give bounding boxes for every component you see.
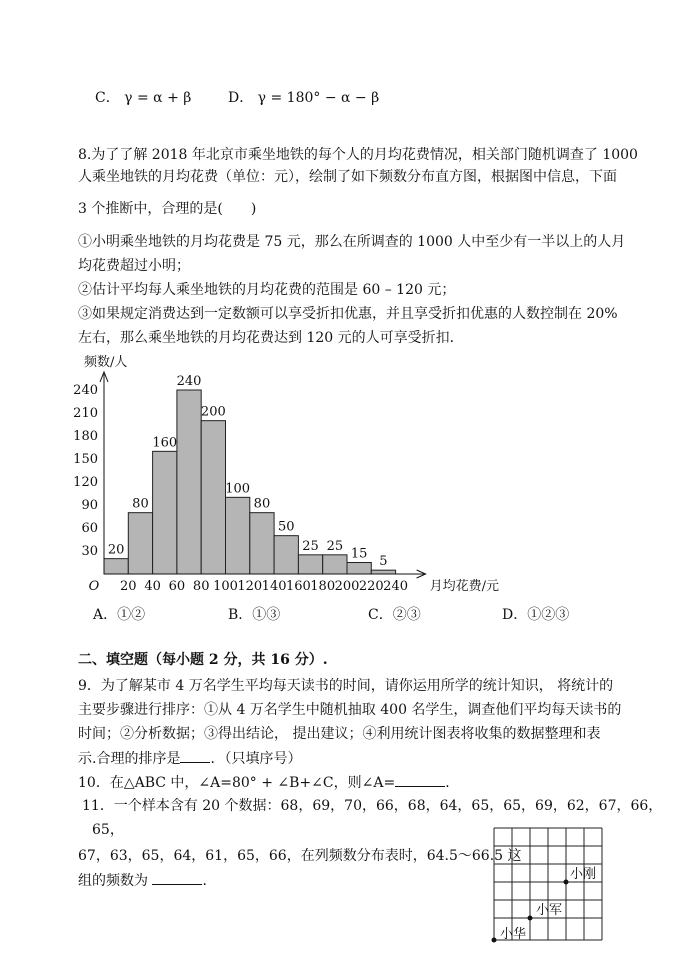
x-tick-label: 220: [358, 579, 384, 594]
y-tick-label: 210: [73, 406, 98, 421]
q8-statement1-line1: ①小明乘坐地铁的月均花费是 75 元，那么在所调查的 1000 人中至少有一半以上的人月: [78, 234, 626, 250]
q10-text: 10．在△ABC 中，∠A=80° + ∠B+∠C，则∠A=: [78, 775, 396, 791]
bar-value-label: 200: [200, 404, 226, 420]
y-tick-label: 180: [73, 429, 98, 444]
q8-option-b: B．①③: [228, 607, 281, 623]
x-tick-label: 20: [120, 579, 137, 594]
q11-line4-text: 组的频数为: [78, 873, 148, 889]
bar-value-label: 50: [277, 519, 295, 535]
q7-option-d: D． γ = 180° − α − β: [228, 90, 380, 106]
bar-value-label: 15: [350, 546, 368, 562]
q10-answer-blank[interactable]: [395, 772, 445, 787]
y-tick-label: 90: [81, 498, 98, 513]
x-tick-label: 160: [285, 579, 311, 594]
x-tick-label: 100: [213, 579, 238, 594]
q8-stem-line1: 8.为了了解 2018 年北京市乘坐地铁的每个人的月均花费情况，相关部门随机调查了 1000: [78, 147, 638, 163]
q9-line4-suffix: ．（只填序号）: [210, 751, 302, 767]
xiaohua-point: [492, 938, 497, 943]
bar-value-label: 5: [379, 554, 388, 570]
q8-statement3-line2: 左右，那么乘坐地铁的月均花费达到 120 元的人可享受折扣．: [78, 330, 464, 346]
q10-line: [78, 772, 459, 793]
x-axis-label: 月均花费/元: [429, 579, 499, 594]
q11-line4: [78, 870, 216, 891]
x-tick-label: 240: [383, 579, 409, 594]
grid-lines: [494, 828, 602, 940]
y-tick-label: 30: [81, 544, 98, 559]
x-tick-label: 200: [334, 579, 360, 594]
bar-value-label: 25: [326, 538, 344, 554]
q11-answer-blank[interactable]: [152, 870, 202, 885]
q8-stem-line3: 3 个推断中，合理的是( ): [78, 201, 257, 217]
histogram-bar: [226, 497, 250, 574]
q7-option-c: C． γ = α + β: [95, 90, 192, 106]
q8-option-d: D．①②③: [502, 607, 570, 623]
origin-label: O: [88, 579, 100, 594]
histogram-chart: [73, 352, 500, 602]
xiaogang-point: [564, 880, 569, 885]
bar-value-label: 100: [225, 481, 251, 497]
position-grid-figure: [490, 826, 615, 946]
xiaohua-label: 小华: [500, 927, 527, 942]
bar-value-label: 80: [253, 496, 271, 512]
q8-statement1-line2: 均花费超过小明；: [78, 258, 190, 274]
bar-value-label: 25: [302, 538, 319, 554]
q8-option-a: A．①②: [93, 607, 146, 623]
histogram-bar: [153, 451, 177, 574]
q11-line1: 11．一个样本含有 20 个数据：68，69，70，66，68，64，65，65，69，62，67，66，: [82, 798, 663, 814]
x-tick-label: 180: [310, 579, 336, 594]
q8-stem-line2: 人乘坐地铁的月均花费（单位：元），绘制了如下频数分布直方图，根据图中信息，下面: [78, 169, 617, 185]
xiaojun-label: 小军: [536, 903, 563, 918]
x-tick-label: 60: [168, 579, 186, 594]
q8-option-c: C．②③: [368, 607, 421, 623]
histogram-bar: [128, 513, 152, 574]
x-tick-label: 80: [192, 579, 210, 594]
histogram-bar: [250, 513, 274, 574]
q8-statement3-line1: ③如果规定消费达到一定数额可以享受折扣优惠，并且享受折扣优惠的人数控制在 20%: [78, 306, 618, 322]
histogram-bar: [177, 390, 201, 574]
q8-statement2: ②估计平均每人乘坐地铁的月均花费的范围是 60 – 120 元；: [78, 282, 456, 298]
histogram-bar: [104, 559, 128, 574]
xiaojun-point: [528, 916, 533, 921]
bar-value-label: 20: [107, 542, 125, 558]
y-tick-label: 60: [81, 521, 98, 536]
q9-line3: 时间；②分析数据；③得出结论， 提出建议；④利用统计图表将收集的数据整理和表: [78, 726, 601, 742]
bar-value-label: 80: [132, 496, 149, 512]
q9-line1: 9．为了解某市 4 万名学生平均每天读书的时间，请你运用所学的统计知识， 将统计的: [78, 678, 614, 694]
q10-suffix: ．: [445, 775, 460, 791]
section2-title: 二、填空题（每小题 2 分，共 16 分）.: [78, 652, 328, 668]
histogram-bar: [371, 570, 395, 574]
bar-value-label: 160: [152, 435, 178, 451]
bar-value-label: 240: [176, 374, 202, 389]
q9-line4: [78, 748, 301, 769]
x-tick-label: 40: [144, 579, 161, 594]
xiaogang-label: 小刚: [570, 867, 597, 882]
q9-line2: 主要步骤进行排序：①从 4 万名学生中随机抽取 400 名学生，调查他们平均每天读书的: [78, 702, 622, 718]
y-tick-label: 150: [73, 452, 98, 467]
y-tick-label: 120: [73, 475, 98, 490]
y-axis-label: 频数/人: [84, 355, 128, 370]
q11-line3: 67，63，65，64，61，65，66，在列频数分布表时，64.5～66.5 这: [78, 848, 522, 864]
q11-line2: 65，: [92, 822, 124, 838]
histogram-bar: [347, 563, 371, 575]
histogram-bar: [274, 536, 298, 574]
q9-answer-blank[interactable]: [180, 748, 210, 763]
q9-line4-text: 示.合理的排序是: [78, 751, 181, 767]
x-tick-label: 140: [261, 579, 287, 594]
x-tick-label: 120: [237, 579, 263, 594]
histogram-bar: [298, 555, 322, 574]
y-tick-label: 240: [73, 383, 98, 398]
q11-suffix: ．: [202, 873, 217, 889]
histogram-bar: [201, 421, 225, 574]
histogram-bar: [323, 555, 347, 574]
